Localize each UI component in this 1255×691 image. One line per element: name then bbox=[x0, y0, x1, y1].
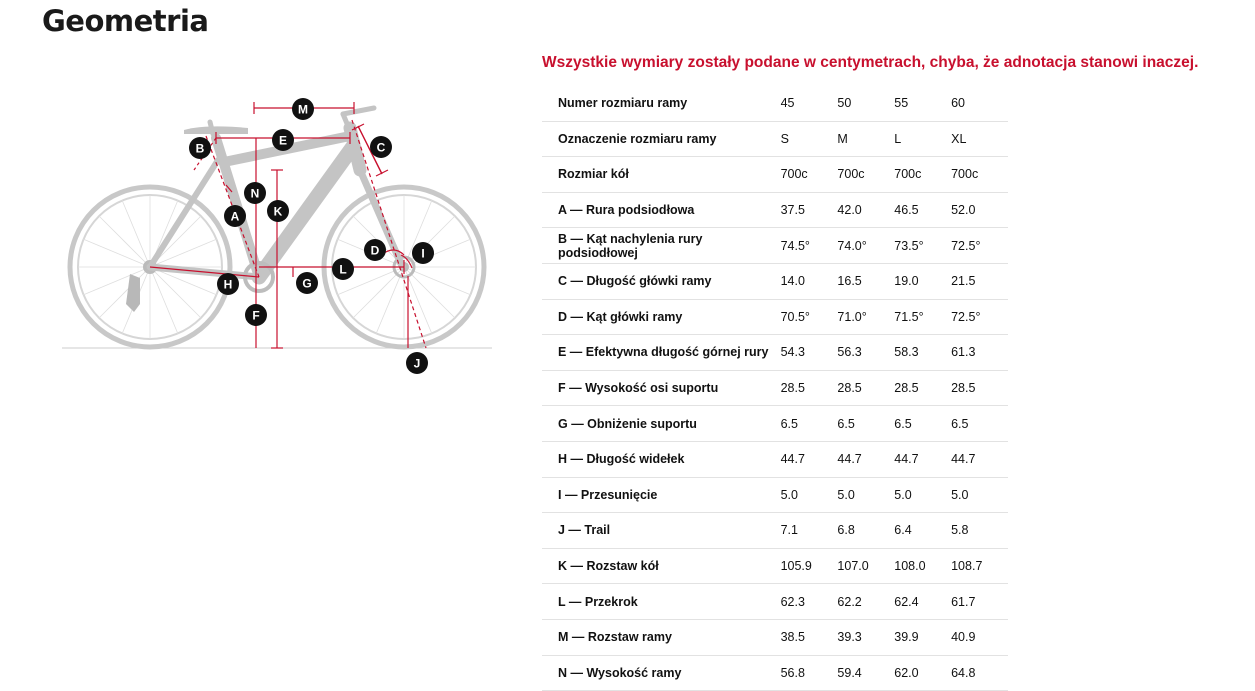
row-value: 108.7 bbox=[951, 548, 1008, 584]
row-value: 5.0 bbox=[894, 477, 951, 513]
row-value: 19.0 bbox=[894, 263, 951, 299]
row-label: H — Długość widełek bbox=[542, 441, 781, 477]
marker-n bbox=[244, 182, 266, 204]
row-value: 28.5 bbox=[951, 370, 1008, 406]
table-row bbox=[542, 370, 1008, 406]
row-value: 6.5 bbox=[951, 406, 1008, 442]
row-value: S bbox=[781, 121, 838, 157]
marker-k bbox=[332, 258, 354, 280]
row-value: 64.8 bbox=[951, 655, 1008, 691]
row-value: M bbox=[837, 121, 894, 157]
marker-n-text: N bbox=[250, 186, 260, 201]
table-row bbox=[542, 86, 1008, 121]
row-label: Numer rozmiaru ramy bbox=[542, 86, 781, 121]
marker-c-text: C bbox=[376, 140, 386, 155]
row-value: 39.9 bbox=[894, 619, 951, 655]
rear-derailleur bbox=[126, 274, 140, 312]
row-value: 46.5 bbox=[894, 192, 951, 228]
table-row bbox=[542, 299, 1008, 335]
row-value: 44.7 bbox=[894, 441, 951, 477]
row-label: K — Rozstaw kół bbox=[542, 548, 781, 584]
row-value: 62.0 bbox=[894, 655, 951, 691]
geometry-table bbox=[542, 86, 1008, 691]
marker-f bbox=[245, 304, 267, 326]
table-row bbox=[542, 513, 1008, 549]
row-value: 700c bbox=[781, 157, 838, 193]
row-label: D — Kąt główki ramy bbox=[542, 299, 781, 335]
row-value: 16.5 bbox=[837, 263, 894, 299]
marker-h-text: H bbox=[223, 277, 233, 292]
table-row bbox=[542, 655, 1008, 691]
marker-a bbox=[224, 205, 246, 227]
row-value: 5.0 bbox=[781, 477, 838, 513]
geometry-table-body bbox=[542, 86, 1008, 691]
row-value: 58.3 bbox=[894, 335, 951, 371]
row-value: 71.5° bbox=[894, 299, 951, 335]
marker-b-text: B bbox=[195, 141, 205, 156]
row-value: 56.3 bbox=[837, 335, 894, 371]
marker-i bbox=[412, 242, 434, 264]
row-value: 44.7 bbox=[951, 441, 1008, 477]
marker-j-text: J bbox=[413, 356, 421, 371]
row-label: C — Długość główki ramy bbox=[542, 263, 781, 299]
marker-m bbox=[292, 98, 314, 120]
table-row bbox=[542, 477, 1008, 513]
marker-g-text: G bbox=[302, 276, 312, 291]
row-value: L bbox=[894, 121, 951, 157]
row-value: 21.5 bbox=[951, 263, 1008, 299]
row-value: 5.0 bbox=[837, 477, 894, 513]
row-value: 107.0 bbox=[837, 548, 894, 584]
row-label: G — Obniżenie suportu bbox=[542, 406, 781, 442]
row-value: 37.5 bbox=[781, 192, 838, 228]
row-value: 40.9 bbox=[951, 619, 1008, 655]
row-value: 38.5 bbox=[781, 619, 838, 655]
row-label: L — Przekrok bbox=[542, 584, 781, 620]
row-value: 5.0 bbox=[951, 477, 1008, 513]
row-value: 700c bbox=[894, 157, 951, 193]
row-value: 62.3 bbox=[781, 584, 838, 620]
table-row bbox=[542, 619, 1008, 655]
marker-d bbox=[364, 239, 386, 261]
row-value: 59.4 bbox=[837, 655, 894, 691]
row-value: 62.2 bbox=[837, 584, 894, 620]
row-value: 61.3 bbox=[951, 335, 1008, 371]
row-label: J — Trail bbox=[542, 513, 781, 549]
marker-l bbox=[267, 200, 289, 222]
row-label: Rozmiar kół bbox=[542, 157, 781, 193]
row-value: 39.3 bbox=[837, 619, 894, 655]
table-row bbox=[542, 584, 1008, 620]
row-value: 6.8 bbox=[837, 513, 894, 549]
row-value: 52.0 bbox=[951, 192, 1008, 228]
table-row bbox=[542, 441, 1008, 477]
row-label: M — Rozstaw ramy bbox=[542, 619, 781, 655]
row-value: 700c bbox=[837, 157, 894, 193]
row-value: 74.5° bbox=[781, 228, 838, 264]
row-value: 42.0 bbox=[837, 192, 894, 228]
row-value: 54.3 bbox=[781, 335, 838, 371]
table-row bbox=[542, 192, 1008, 228]
row-value: 44.7 bbox=[781, 441, 838, 477]
page-title: Geometria bbox=[42, 4, 209, 38]
row-label: E — Efektywna długość górnej rury bbox=[542, 335, 781, 371]
marker-h bbox=[217, 273, 239, 295]
row-value: 74.0° bbox=[837, 228, 894, 264]
row-value: 44.7 bbox=[837, 441, 894, 477]
table-row bbox=[542, 157, 1008, 193]
row-label: I — Przesunięcie bbox=[542, 477, 781, 513]
table-row bbox=[542, 548, 1008, 584]
table-row bbox=[542, 406, 1008, 442]
row-value: 61.7 bbox=[951, 584, 1008, 620]
table-row bbox=[542, 228, 1008, 264]
marker-e bbox=[272, 129, 294, 151]
row-value: 72.5° bbox=[951, 228, 1008, 264]
row-value: 7.1 bbox=[781, 513, 838, 549]
row-value: 6.5 bbox=[837, 406, 894, 442]
row-value: 108.0 bbox=[894, 548, 951, 584]
row-label: N — Wysokość ramy bbox=[542, 655, 781, 691]
marker-m-text: M bbox=[298, 102, 308, 117]
row-value: 72.5° bbox=[951, 299, 1008, 335]
marker-i-text: I bbox=[421, 246, 425, 261]
row-value: 28.5 bbox=[837, 370, 894, 406]
row-value: 62.4 bbox=[894, 584, 951, 620]
row-label: B — Kąt nachylenia rury podsiodłowej bbox=[542, 228, 781, 264]
row-value: 6.5 bbox=[894, 406, 951, 442]
row-value: XL bbox=[951, 121, 1008, 157]
table-row bbox=[542, 121, 1008, 157]
marker-e-text: E bbox=[278, 133, 288, 148]
marker-l-text: K bbox=[273, 204, 283, 219]
row-value: 73.5° bbox=[894, 228, 951, 264]
row-value: 50 bbox=[837, 86, 894, 121]
row-value: 56.8 bbox=[781, 655, 838, 691]
marker-c bbox=[370, 136, 392, 158]
row-value: 55 bbox=[894, 86, 951, 121]
row-value: 70.5° bbox=[781, 299, 838, 335]
row-label: F — Wysokość osi suportu bbox=[542, 370, 781, 406]
marker-d-text: D bbox=[370, 243, 380, 258]
row-value: 28.5 bbox=[781, 370, 838, 406]
row-value: 60 bbox=[951, 86, 1008, 121]
row-value: 700c bbox=[951, 157, 1008, 193]
row-value: 45 bbox=[781, 86, 838, 121]
marker-f-text: F bbox=[252, 308, 260, 323]
table-row bbox=[542, 263, 1008, 299]
units-note: Wszystkie wymiary zostały podane w centymetrach, chyba, że adnotacja stanowi inaczej. bbox=[542, 54, 1199, 71]
marker-g bbox=[296, 272, 318, 294]
row-label: Oznaczenie rozmiaru ramy bbox=[542, 121, 781, 157]
row-value: 6.4 bbox=[894, 513, 951, 549]
row-value: 71.0° bbox=[837, 299, 894, 335]
marker-k-text: L bbox=[339, 262, 347, 277]
marker-a-text: A bbox=[230, 209, 240, 224]
row-value: 5.8 bbox=[951, 513, 1008, 549]
row-value: 28.5 bbox=[894, 370, 951, 406]
marker-j bbox=[406, 352, 428, 374]
table-row bbox=[542, 335, 1008, 371]
row-label: A — Rura podsiodłowa bbox=[542, 192, 781, 228]
row-value: 6.5 bbox=[781, 406, 838, 442]
row-value: 105.9 bbox=[781, 548, 838, 584]
marker-b bbox=[189, 137, 211, 159]
row-value: 14.0 bbox=[781, 263, 838, 299]
bike-geometry-diagram bbox=[56, 90, 496, 380]
